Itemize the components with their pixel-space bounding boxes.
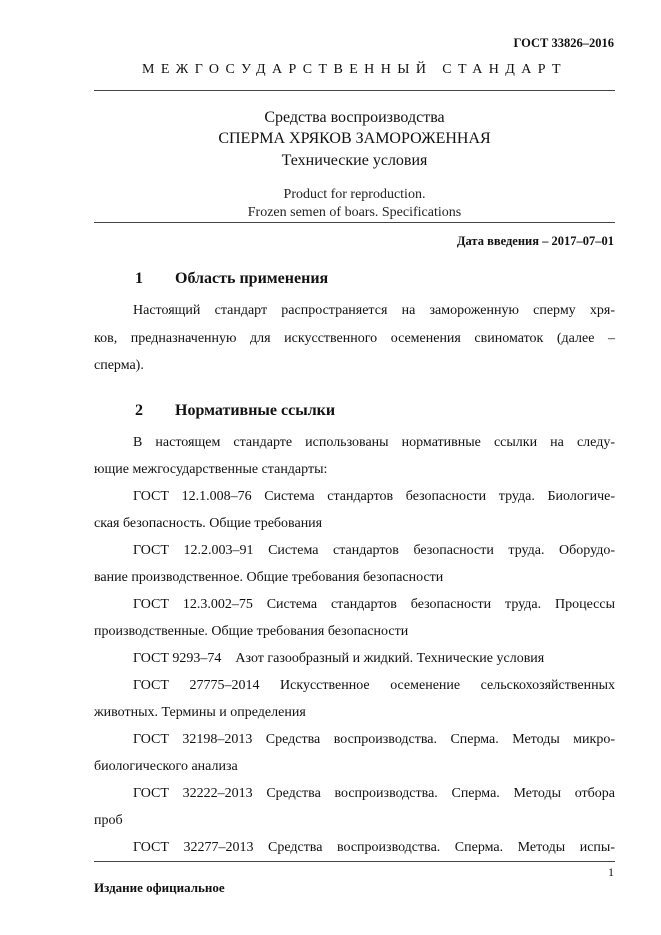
footer-rule	[94, 861, 615, 862]
title-en-line-1: Product for reproduction.	[283, 187, 426, 202]
title-line-2: СПЕРМА ХРЯКОВ ЗАМОРОЖЕННАЯ	[218, 130, 491, 147]
title-line-3: Технические условия	[281, 152, 428, 169]
section-1-number: 1	[135, 270, 143, 287]
header-rule	[94, 90, 615, 91]
section-2-heading	[135, 402, 335, 420]
reference-line: ГОСТ 27775–2014 Искусственное осеменение сельскохозяйственных	[133, 678, 615, 693]
section-2-title: Нормативные ссылки	[175, 402, 336, 419]
edition-label: Издание официальное	[94, 880, 225, 895]
reference-line: биологического анализа	[94, 759, 238, 774]
standard-type: МЕЖГОСУДАРСТВЕННЫЙ СТАНДАРТ	[141, 62, 568, 77]
section-1-line: ков, предназначенную для искусственного осеменения свиноматок (далее –	[94, 331, 615, 346]
reference-line: ГОСТ 32222–2013 Средства воспроизводства. Сперма. Методы отбора	[133, 786, 615, 801]
reference-line: ГОСТ 9293–74 Азот газообразный и жидкий. Технические условия	[133, 651, 545, 666]
standard-code: ГОСТ 33826–2016	[513, 36, 614, 50]
title-rule	[94, 222, 615, 223]
reference-line: ГОСТ 12.2.003–91 Система стандартов безопасности труда. Оборудо-	[133, 543, 615, 558]
reference-line: вание производственное. Общие требования безопасности	[94, 570, 444, 585]
section-2-line: ющие межгосударственные стандарты:	[94, 462, 328, 477]
reference-line: ГОСТ 12.1.008–76 Система стандартов безопасности труда. Биологиче-	[133, 489, 615, 504]
page-number: 1	[608, 865, 614, 879]
reference-line: животных. Термины и определения	[94, 705, 306, 720]
section-1-line: Настоящий стандарт распространяется на замороженную сперму хря-	[133, 303, 615, 318]
title-line-1: Средства воспроизводства	[264, 109, 445, 126]
reference-line: ГОСТ 12.3.002–75 Система стандартов безопасности труда. Процессы	[133, 597, 615, 612]
reference-line: ская безопасность. Общие требования	[94, 516, 323, 531]
section-1-heading	[135, 270, 328, 288]
reference-line: производственные. Общие требования безопасности	[94, 624, 409, 639]
title-en-line-2: Frozen semen of boars. Specifications	[247, 205, 462, 220]
intro-date: Дата введения – 2017–07–01	[456, 234, 614, 248]
section-2-number: 2	[135, 402, 143, 419]
reference-line: проб	[94, 813, 123, 828]
section-1-line: сперма).	[94, 358, 144, 373]
reference-line: ГОСТ 32198–2013 Средства воспроизводства. Сперма. Методы микро-	[133, 732, 615, 747]
reference-line: ГОСТ 32277–2013 Средства воспроизводства. Сперма. Методы испы-	[133, 840, 615, 855]
section-1-title: Область применения	[175, 270, 329, 287]
section-2-line: В настоящем стандарте использованы нормативные ссылки на следу-	[133, 435, 615, 450]
